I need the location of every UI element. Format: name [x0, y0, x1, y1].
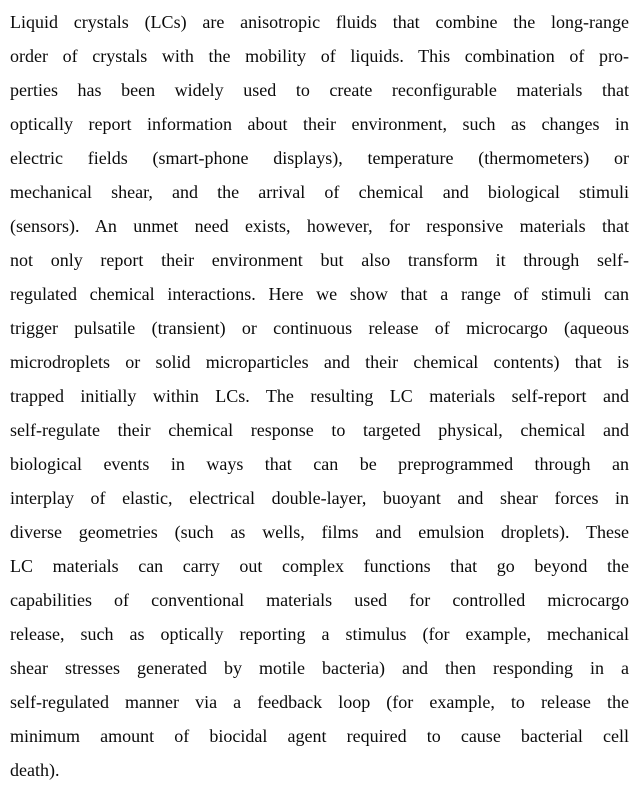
text-line: not only report their environment but also transform it through self-: [10, 250, 629, 270]
text-line: electric fields (smart-phone displays), temperature (thermometers) or: [10, 148, 629, 168]
text-line: release, such as optically reporting a stimulus (for example, mechanical: [10, 624, 629, 644]
text-line: microdroplets or solid microparticles and their chemical contents) that is: [10, 352, 629, 372]
text-line: (sensors). An unmet need exists, however, for responsive materials that: [10, 216, 629, 236]
text-line: order of crystals with the mobility of liquids. This combination of pro-: [10, 46, 629, 66]
text-line: optically report information about their environment, such as changes in: [10, 114, 629, 134]
text-line: interplay of elastic, electrical double-layer, buoyant and shear forces in: [10, 488, 629, 508]
abstract-paragraph: [10, 5, 629, 787]
text-line: self-regulate their chemical response to targeted physical, chemical and: [10, 420, 629, 440]
text-line: trigger pulsatile (transient) or continuous release of microcargo (aqueous: [10, 318, 629, 338]
text-line: mechanical shear, and the arrival of chemical and biological stimuli: [10, 182, 629, 202]
text-line: trapped initially within LCs. The resulting LC materials self-report and: [10, 386, 629, 406]
text-line: biological events in ways that can be preprogrammed through an: [10, 454, 629, 474]
text-line: death).: [10, 760, 60, 780]
text-line: LC materials can carry out complex functions that go beyond the: [10, 556, 629, 576]
text-line: regulated chemical interactions. Here we show that a range of stimuli can: [10, 284, 629, 304]
text-line: capabilities of conventional materials used for controlled microcargo: [10, 590, 629, 610]
text-line: perties has been widely used to create reconfigurable materials that: [10, 80, 629, 100]
text-line: Liquid crystals (LCs) are anisotropic fluids that combine the long-range: [10, 12, 629, 32]
text-line: minimum amount of biocidal agent required to cause bacterial cell: [10, 726, 629, 746]
text-line: self-regulated manner via a feedback loop (for example, to release the: [10, 692, 629, 712]
text-line: diverse geometries (such as wells, films and emulsion droplets). These: [10, 522, 629, 542]
text-line: shear stresses generated by motile bacteria) and then responding in a: [10, 658, 629, 678]
